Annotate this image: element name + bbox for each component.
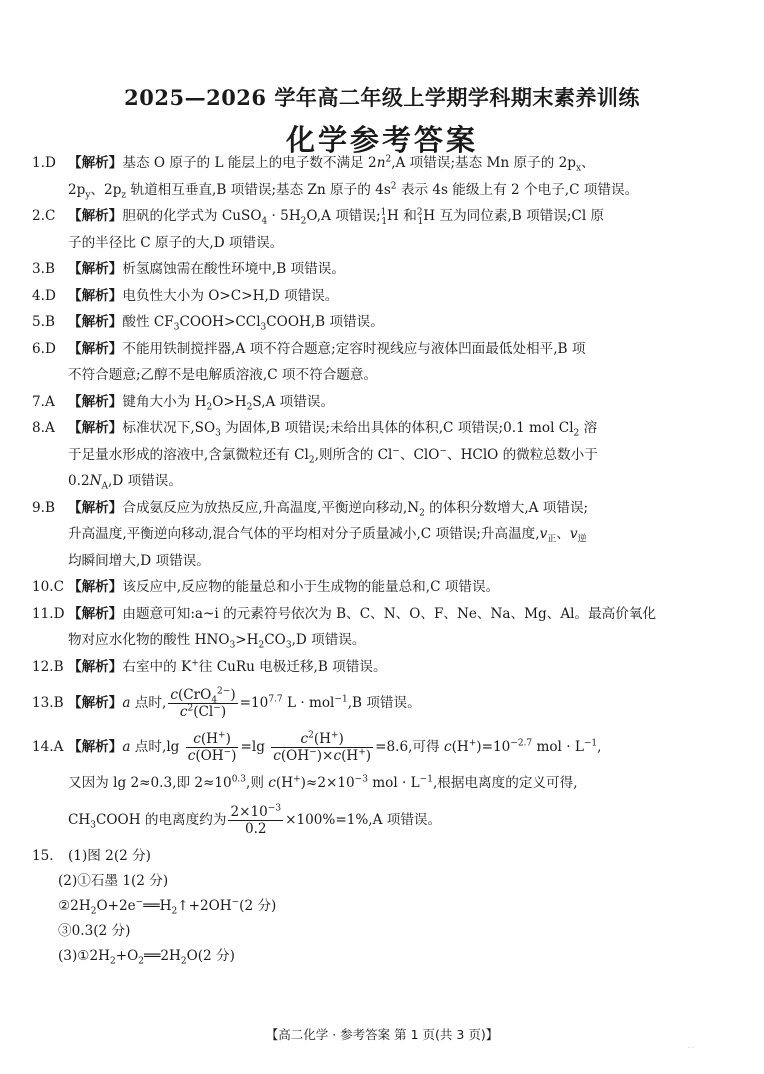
answer-text: 该反应中,反应物的能量总和小于生成物的能量总和,C 项错误。: [122, 579, 500, 595]
answer-text: a 点时,lg $\frac{c(H^+)}{c(OH^-)}$ =lg $\frac{c^2(H^+)}{c(OH^-)\times c(H^+)}$ =8.6,可得 $c(H^+)=10^{-2.7}$ mol · $L^{-1}$,: [122, 730, 602, 764]
analysis-tag: 【解析】: [68, 579, 123, 595]
scan-mark: · ·: [688, 1045, 694, 1052]
answer-1: [32, 150, 732, 203]
answer-text: a 点时, $\frac{c(CrO_4^{2-})}{c^2(Cl^-)}$ $=10^{7.7}$ L · mol$^{-1}$,B 项错误。: [122, 686, 421, 720]
answer-text: $2p_y$、$2p_z$ 轨道相互垂直,B 项错误;基态 Zn 原子的 $4s^2$ 表示 4s 能级上有 2 个电子,C 项错误。: [68, 180, 639, 201]
answer-text: 右室中的 K+往 CuRu 电极迁移,B 项错误。: [122, 657, 387, 675]
answer-number: 6.D: [32, 340, 56, 357]
answer-9: [32, 495, 732, 575]
analysis-tag: 【解析】: [68, 208, 123, 224]
answer-15-parts: [32, 869, 732, 969]
answer-number: 12.B: [32, 658, 64, 675]
answer-text: 析氢腐蚀需在酸性环境中,B 项错误。: [122, 261, 345, 277]
answer-number: 2.C: [32, 208, 56, 224]
answer-6: [32, 336, 732, 389]
answer-text: 酸性 $CF_3COOH>CCl_3COOH,B$ 项错误。: [122, 314, 384, 333]
analysis-tag: 【解析】: [68, 393, 123, 410]
page-footer: 【高二化学 · 参考答案 第 1 页(共 3 页)】: [265, 1027, 499, 1042]
answer-13: [32, 682, 732, 724]
answer-number: 13.B: [32, 695, 64, 711]
formula-fraction: $\frac{c(H^+)}{c(OH^-)}$: [187, 730, 237, 764]
analysis-tag: 【解析】: [68, 287, 123, 304]
answer-number: 8.A: [32, 420, 55, 436]
analysis-tag: 【解析】: [68, 340, 123, 357]
answer-text: $(3)①2H_2+O_2══2H_2O(2$ 分): [58, 948, 235, 967]
answer-text: 电负性大小为 O>C>H,D 项错误。: [122, 287, 339, 304]
answer-text: (2)①石墨 1(2 分): [58, 873, 169, 889]
answer-text: 子的半径比 C 原子的大,D 项错误。: [68, 234, 284, 251]
answer-number: 14.A: [32, 739, 64, 755]
analysis-tag: 【解析】: [68, 420, 123, 436]
analysis-tag: 【解析】: [68, 658, 123, 675]
formula-fraction: $\frac{c(CrO_4^{2-})}{c^2(Cl^-)}$: [170, 686, 236, 720]
answer-8: [32, 415, 732, 495]
answer-text: (1)图 2(2 分): [68, 847, 151, 864]
answer-text: 升高温度,平衡逆向移动,混合气体的平均相对分子质量减小,C 项错误;升高温度$,v_正$、$v_逆$: [68, 526, 587, 545]
answer-4: [32, 283, 732, 310]
analysis-tag: 【解析】: [68, 155, 123, 171]
answer-list: [32, 150, 732, 969]
analysis-tag: 【解析】: [68, 605, 123, 622]
analysis-tag: 【解析】: [68, 739, 123, 755]
answer-text: 胆矾的化学式为 CuSO$_4$ · $5H_2O,A$ 项错误;$^1_1$H 和$^2_1$H 互为同位素,B 项错误;Cl 原: [122, 207, 605, 227]
answer-3: [32, 256, 732, 283]
answer-text: 于足量水形成的溶液中,含氯微粒还有 $Cl_2$,则所含的 Cl−、ClO−、HClO 的微粒总数小于: [68, 445, 598, 466]
answer-number: 4.D: [32, 287, 56, 304]
answer-text: $0.2N_A,D$ 项错误。: [68, 473, 182, 492]
answer-text: 又因为 lg 2≈0.3,即 $2\approx 10^{0.3}$,则 $c(H^+)\approx 2\times 10^{-3}$ mol · $L^{-1}$,根据电离度的定义可得,: [68, 774, 578, 791]
answer-text: 物对应水化物的酸性 $HNO_3>H_2CO_3,D$ 项错误。: [68, 632, 366, 651]
answer-text: ③0.3(2 分): [58, 923, 131, 939]
answer-7: [32, 389, 732, 416]
answer-11: [32, 601, 732, 654]
analysis-tag: 【解析】: [68, 261, 123, 277]
analysis-tag: 【解析】: [68, 499, 123, 516]
answer-number: 7.A: [32, 393, 55, 410]
exam-title: 2025—2026 学年高二年级上学期学科期末素养训练: [124, 85, 640, 110]
answer-text: 键角大小为 $H_2O>H_2S,A$ 项错误。: [122, 393, 335, 413]
answer-text: $CH_3COOH$ 的电离度约为 $\frac{2\times 10^{-3}}{0.2}$ ×100%=1%,A 项错误。: [68, 802, 442, 837]
analysis-tag: 【解析】: [68, 695, 123, 711]
answer-text: 标准状况下$,SO_3$ 为固体,B 项错误;未给出具体的体积,C 项错误;0.1 mol $Cl_2$ 溶: [122, 420, 598, 439]
answer-text: $②2H_2O+2e^-══H_2↑+2OH^-(2$ 分): [58, 897, 277, 917]
answer-number: 5.B: [32, 314, 55, 330]
answer-15: [32, 843, 732, 870]
answer-text: 不符合题意;乙醇不是电解质溶液,C 项不符合题意。: [68, 367, 378, 383]
answer-text: 由题意可知:a~i 的元素符号依次为 B、C、N、O、F、Ne、Na、Mg、Al。最高价氧化: [122, 605, 657, 622]
answer-text: 基态 O 原子的 L 能层上的电子数不满足 $2n^2,A$ 项错误;基态 Mn 原子的 $2p_x$、: [122, 154, 595, 174]
answer-text: 均瞬间增大,D 项错误。: [68, 552, 210, 569]
answer-number: 10.C: [32, 579, 65, 595]
answer-number: 15.: [32, 847, 54, 864]
formula-fraction: $\frac{2\times 10^{-3}}{0.2}$: [230, 802, 282, 837]
answer-number: 3.B: [32, 261, 55, 277]
document-title: 化学参考答案: [285, 123, 478, 157]
answer-number: 11.D: [32, 605, 65, 622]
answer-number: 9.B: [32, 499, 55, 516]
answer-text: 合成氨反应为放热反应,升高温度,平衡逆向移动$,N_2$ 的体积分数增大,A 项错误;: [122, 499, 589, 519]
answer-2: [32, 203, 732, 256]
answer-12: [32, 654, 732, 681]
answer-5: [32, 309, 732, 336]
formula-fraction: $\frac{c^2(H^+)}{c(OH^-)\times c(H^+)}$: [273, 730, 372, 764]
answer-text: 不能用铁制搅拌器,A 项不符合题意;定容时视线应与液体凹面最低处相平,B 项: [122, 340, 586, 357]
answer-number: 1.D: [32, 155, 56, 171]
answer-14: [32, 726, 732, 841]
answer-10: [32, 574, 732, 601]
analysis-tag: 【解析】: [68, 314, 123, 330]
